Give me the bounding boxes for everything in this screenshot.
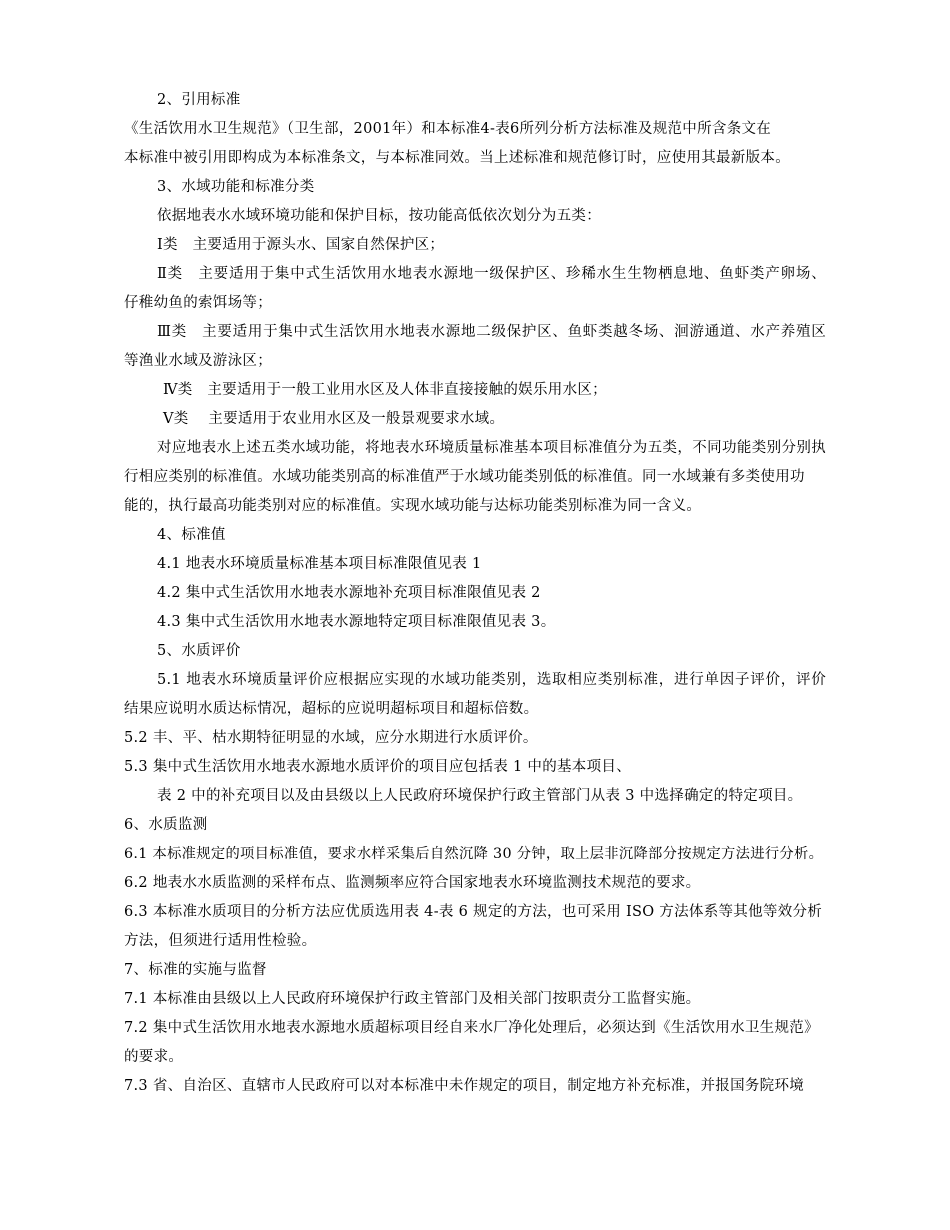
section-3-paragraph-line-2: 行相应类别的标准值。水域功能类别高的标准值严于水域功能类别低的标准值。同一水域兼有多类使用功 (124, 469, 805, 485)
item-5-1-line-1: 5.1 地表水环境质量评价应根据应实现的水域功能类别，选取相应类别标准，进行单因子评价，评价 (157, 672, 826, 688)
section-6-heading: 6、水质监测 (124, 817, 208, 833)
item-4-3: 4.3 集中式生活饮用水地表水源地特定项目标准限值见表 3。 (157, 614, 556, 630)
item-5-3-line-2: 表 2 中的补充项目以及由县级以上人民政府环境保护行政主管部门从表 3 中选择确定的特定项目。 (157, 788, 803, 804)
item-7-2-line-1: 7.2 集中式生活饮用水地表水源地水质超标项目经自来水厂净化处理后，必须达到《生活饮用水卫生规范》 (124, 1020, 819, 1036)
item-7-1: 7.1 本标准由县级以上人民政府环境保护行政主管部门及相关部门按职责分工监督实施。 (124, 991, 701, 1007)
item-5-3-line-1: 5.3 集中式生活饮用水地表水源地水质评价的项目应包括表 1 中的基本项目、 (124, 759, 632, 775)
item-4-2: 4.2 集中式生活饮用水地表水源地补充项目标准限值见表 2 (157, 585, 541, 601)
class-3-text-line-2: 等渔业水域及游泳区； (124, 353, 272, 369)
item-5-2: 5.2 丰、平、枯水期特征明显的水域，应分水期进行水质评价。 (124, 730, 538, 746)
item-7-2-line-2: 的要求。 (124, 1049, 184, 1065)
item-7-3-line-1: 7.3 省、自治区、直辖市人民政府可以对本标准中未作规定的项目，制定地方补充标准，并报国务院环境 (124, 1078, 805, 1094)
section-2-paragraph-line-1: 《生活饮用水卫生规范》（卫生部，2001年）和本标准4-表6所列分析方法标准及规范中所含条文在 (124, 121, 772, 137)
section-2-heading: 2、引用标准 (157, 92, 241, 108)
section-7-heading: 7、标准的实施与监督 (124, 962, 267, 978)
section-4-heading: 4、标准值 (157, 527, 226, 543)
class-5-text: Ⅴ类 主要适用于农业用水区及一般景观要求水域。 (163, 411, 505, 427)
item-4-1: 4.1 地表水环境质量标准基本项目标准限值见表 1 (157, 556, 482, 572)
section-2-paragraph-line-2: 本标准中被引用即构成为本标准条文，与本标准同效。当上述标准和规范修订时，应使用其最新版本。 (124, 150, 790, 166)
class-2-text-line-1: Ⅱ类 主要适用于集中式生活饮用水地表水源地一级保护区、珍稀水生生物栖息地、鱼虾类产卵场、 (157, 266, 826, 282)
section-3-paragraph-line-1: 对应地表水上述五类水域功能，将地表水环境质量标准基本项目标准值分为五类，不同功能类别分别执 (157, 440, 826, 456)
class-4-text: Ⅳ类 主要适用于一般工业用水区及人体非直接接触的娱乐用水区； (163, 382, 607, 398)
item-5-1-line-2: 结果应说明水质达标情况，超标的应说明超标项目和超标倍数。 (124, 701, 539, 717)
section-5-heading: 5、水质评价 (157, 643, 241, 659)
class-1-text: Ⅰ类 主要适用于源头水、国家自然保护区； (157, 237, 445, 253)
class-2-text-line-2: 仔稚幼鱼的索饵场等； (124, 295, 272, 311)
item-6-3-line-1: 6.3 本标准水质项目的分析方法应优质选用表 4-表 6 规定的方法，也可采用 ISO 方法体系等其他等效分析 (124, 904, 823, 920)
section-3-intro: 依据地表水水域环境功能和保护目标，按功能高低依次划分为五类： (157, 208, 601, 224)
item-6-3-line-2: 方法，但须进行适用性检验。 (124, 933, 317, 949)
section-3-paragraph-line-3: 能的，执行最高功能类别对应的标准值。实现水域功能与达标功能类别标准为同一含义。 (124, 498, 702, 514)
item-6-1: 6.1 本标准规定的项目标准值，要求水样采集后自然沉降 30 分钟，取上层非沉降部分按规定方法进行分析。 (124, 846, 824, 862)
item-6-2: 6.2 地表水水质监测的采样布点、监测频率应符合国家地表水环境监测技术规范的要求。 (124, 875, 701, 891)
section-3-heading: 3、水域功能和标准分类 (157, 179, 315, 195)
class-3-text-line-1: Ⅲ类 主要适用于集中式生活饮用水地表水源地二级保护区、鱼虾类越冬场、洄游通道、水产养殖区 (157, 324, 826, 340)
